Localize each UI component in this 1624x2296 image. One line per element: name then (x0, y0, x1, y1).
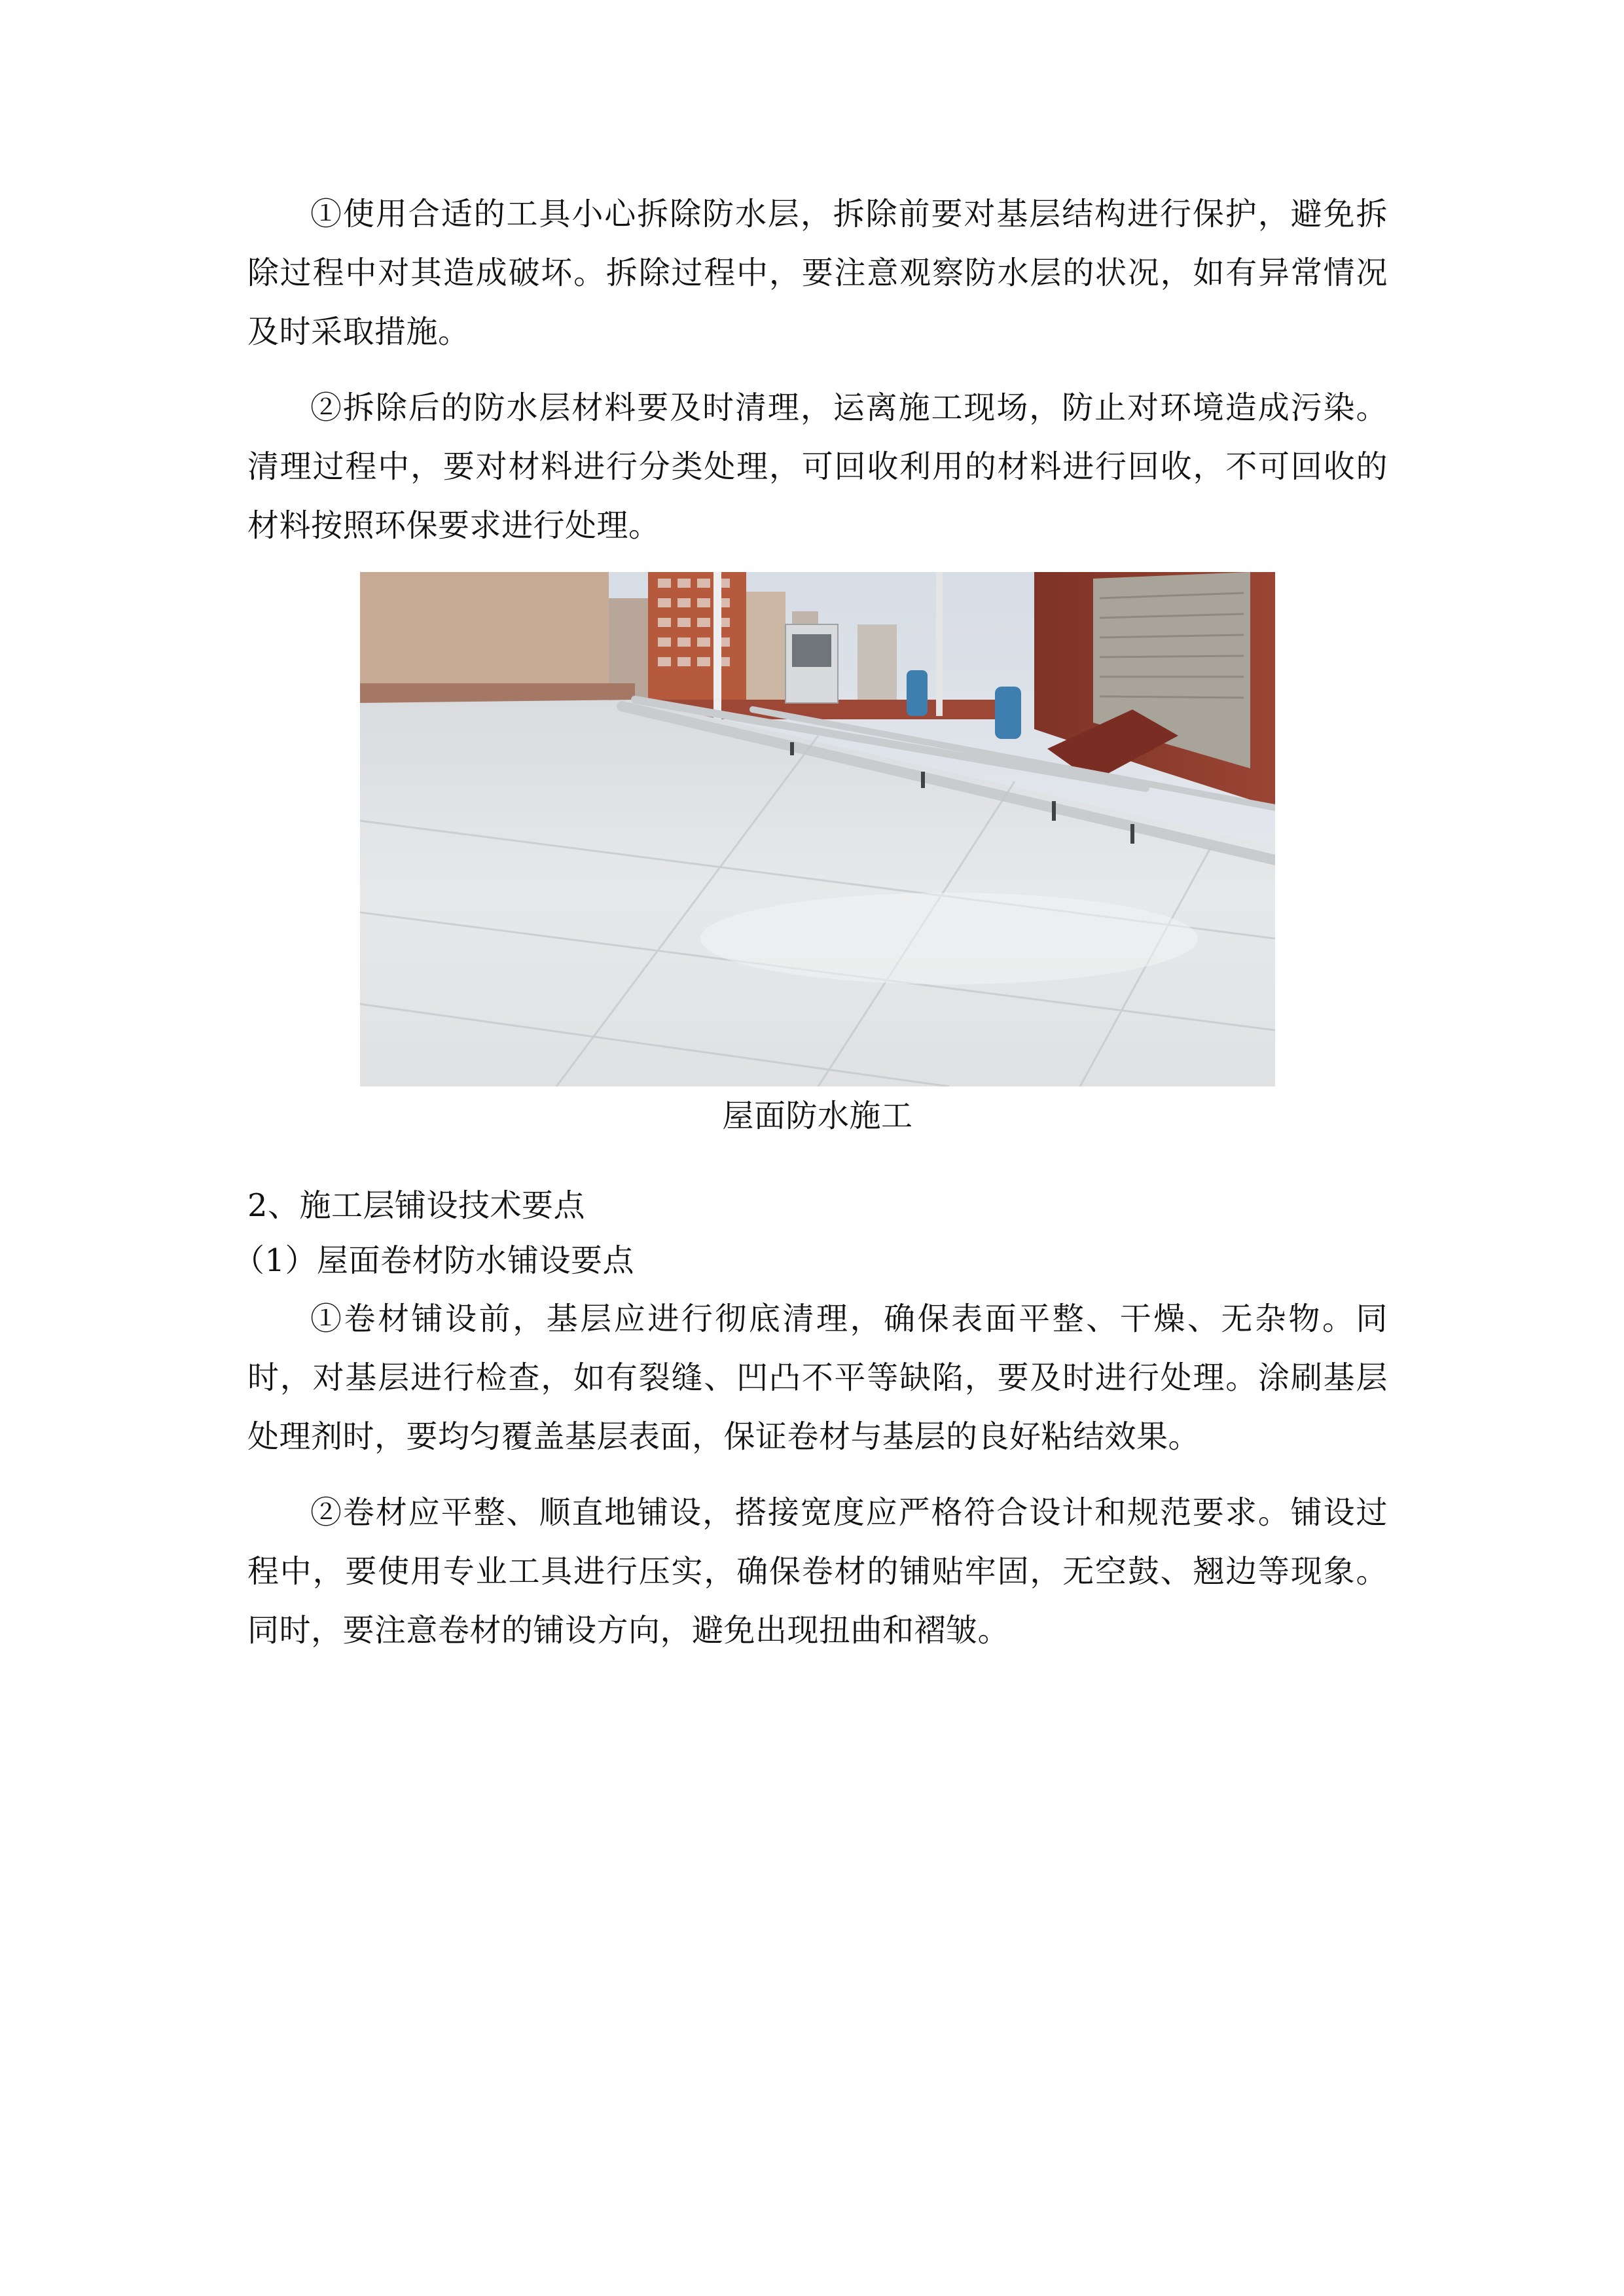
roof-photo (360, 572, 1275, 1086)
sub-heading: （1）屋面卷材防水铺设要点 (233, 1242, 635, 1279)
paragraph-membrane-laying: ②卷材应平整、顺直地铺设，搭接宽度应严格符合设计和规范要求。铺设过程中，要使用专业工具进行压实，确保卷材的铺贴牢固，无空鼓、翘边等现象。同时，要注意卷材的铺设方向，避免出现扭曲和褶皱。 (247, 1494, 1388, 1649)
paragraph-removal-cleanup: ②拆除后的防水层材料要及时清理，运离施工现场，防止对环境造成污染。清理过程中，要对材料进行分类处理，可回收利用的材料进行回收，不可回收的材料按照环保要求进行处理。 (247, 389, 1388, 544)
document-body (233, 185, 1388, 1677)
figure-roof-waterproofing (247, 572, 1388, 1139)
section-heading: 2、施工层铺设技术要点 (247, 1187, 586, 1224)
paragraph-membrane-prep: ①卷材铺设前，基层应进行彻底清理，确保表面平整、干燥、无杂物。同时，对基层进行检查，如有裂缝、凹凸不平等缺陷，要及时进行处理。涂刷基层处理剂时，要均匀覆盖基层表面，保证卷材与基层的良好粘结效果。 (247, 1300, 1388, 1455)
roof-photo-illustration (360, 572, 1275, 1086)
paragraph-removal-method: ①使用合适的工具小心拆除防水层，拆除前要对基层结构进行保护，避免拆除过程中对其造成破坏。拆除过程中，要注意观察防水层的状况，如有异常情况及时采取措施。 (247, 196, 1388, 350)
figure-caption: 屋面防水施工 (722, 1098, 913, 1134)
